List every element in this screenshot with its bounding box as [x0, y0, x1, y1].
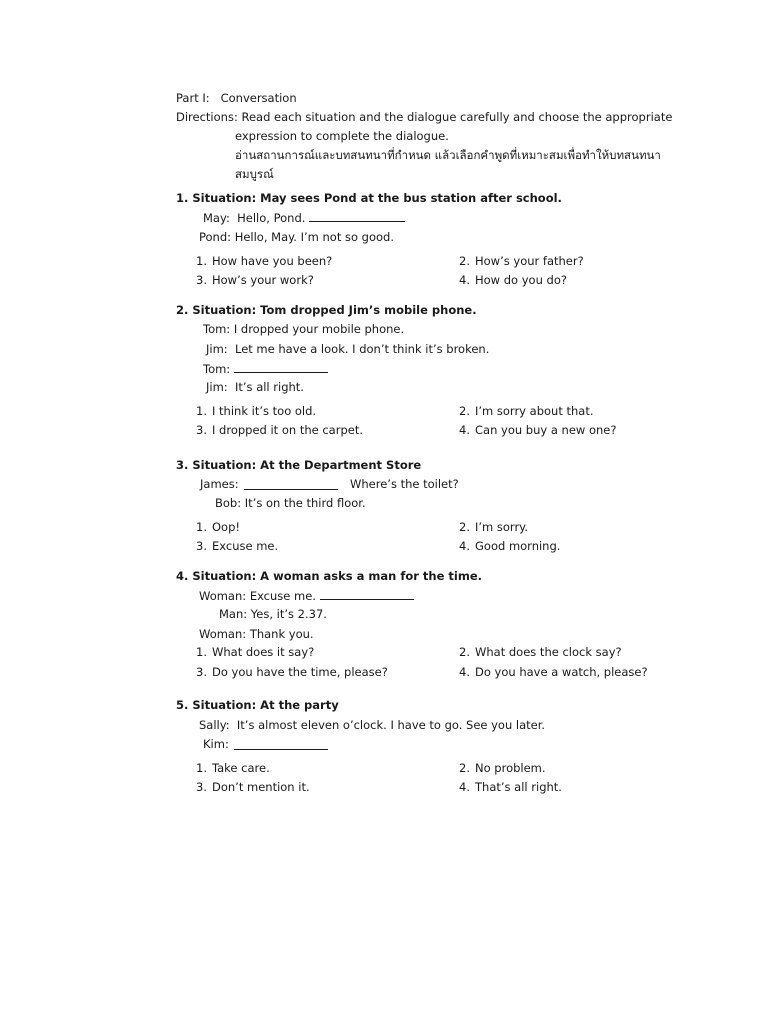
dialogue-text: Where’s the toilet?: [350, 477, 459, 491]
dialogue-line: [203, 210, 405, 225]
option-3[interactable]: 3. How’s your work?: [196, 273, 314, 287]
option-text: Don’t mention it.: [212, 780, 310, 794]
part-name: Conversation: [220, 91, 297, 105]
dialogue-line: [203, 737, 229, 751]
option-2[interactable]: 2. I’m sorry.: [459, 520, 529, 534]
option-1[interactable]: 1. How have you been?: [196, 254, 333, 268]
dialogue-line: [219, 607, 327, 621]
dialogue-text: I dropped your mobile phone.: [233, 322, 405, 336]
option-text: How’s your work?: [212, 273, 314, 287]
dialogue-text: It’s on the third floor.: [244, 496, 366, 510]
option-text: Do you have a watch, please?: [475, 665, 648, 679]
dialogue-text: Let me have a look. I don’t think it’s broken.: [234, 342, 490, 356]
answer-blank[interactable]: [234, 361, 328, 373]
option-text: I’m sorry.: [475, 520, 529, 534]
option-text: I dropped it on the carpet.: [212, 423, 363, 437]
directions-line-1: [176, 110, 672, 124]
option-4[interactable]: 4. Do you have a watch, please?: [459, 665, 648, 679]
option-3[interactable]: 3. Do you have the time, please?: [196, 665, 388, 679]
dialogue-line: [200, 477, 239, 491]
question-3-title: 3. Situation: At the Department Store: [176, 458, 422, 472]
option-3[interactable]: 3. Don’t mention it.: [196, 780, 310, 794]
option-3[interactable]: 3. Excuse me.: [196, 539, 279, 553]
speaker: Jim:: [206, 342, 228, 356]
part-heading: [176, 91, 297, 105]
option-text: What does it say?: [212, 645, 315, 659]
option-text: Can you buy a new one?: [475, 423, 617, 437]
speaker: Sally:: [199, 718, 230, 732]
answer-blank[interactable]: [244, 477, 338, 490]
option-2[interactable]: 2. No problem.: [459, 761, 546, 775]
option-3[interactable]: 3. I dropped it on the carpet.: [196, 423, 363, 437]
option-text: Do you have the time, please?: [212, 665, 388, 679]
option-1[interactable]: 1. I think it’s too old.: [196, 404, 317, 418]
option-text: How’s your father?: [475, 254, 584, 268]
dialogue-line: [206, 342, 489, 356]
question-1-title: 1. Situation: May sees Pond at the bus station after school.: [176, 191, 562, 205]
option-text: I’m sorry about that.: [475, 404, 594, 418]
dialogue-line: [199, 588, 414, 603]
speaker: Tom:: [203, 322, 231, 336]
directions-thai-1: อ่านสถานการณ์และบทสนทนาที่กำหนด แล้วเลือกคำพูดที่เหมาะสมเพื่อทำให้บทสนทนา: [235, 148, 661, 162]
speaker: Bob:: [215, 496, 242, 510]
dialogue-text: Hello, May. I’m not so good.: [234, 230, 394, 244]
dialogue-line: [203, 322, 404, 336]
directions-label: Directions:: [176, 110, 238, 124]
dialogue-text: Hello, Pond.: [237, 211, 306, 225]
speaker: Woman:: [199, 589, 247, 603]
speaker: Pond:: [199, 230, 232, 244]
dialogue-line: [199, 230, 394, 244]
option-text: How have you been?: [212, 254, 333, 268]
dialogue-line: [203, 361, 328, 376]
speaker: Kim:: [203, 737, 229, 751]
speaker: Woman:: [199, 627, 247, 641]
option-text: Oop!: [212, 520, 240, 534]
option-1[interactable]: 1. What does it say?: [196, 645, 315, 659]
question-2-title: 2. Situation: Tom dropped Jim’s mobile phone.: [176, 303, 477, 317]
dialogue-text: Excuse me.: [249, 589, 316, 603]
dialogue-text: Thank you.: [249, 627, 314, 641]
answer-blank[interactable]: [234, 737, 328, 750]
speaker: May:: [203, 211, 230, 225]
directions-thai-2: สมบูรณ์: [235, 167, 274, 181]
option-2[interactable]: 2. How’s your father?: [459, 254, 584, 268]
directions-text: Read each situation and the dialogue carefully and choose the appropriate: [241, 110, 673, 124]
dialogue-text: It’s all right.: [234, 380, 304, 394]
option-text: Excuse me.: [212, 539, 279, 553]
option-1[interactable]: 1. Take care.: [196, 761, 270, 775]
part-label: Part I:: [176, 91, 210, 105]
option-4[interactable]: 4. Can you buy a new one?: [459, 423, 617, 437]
option-2[interactable]: 2. I’m sorry about that.: [459, 404, 594, 418]
option-2[interactable]: 2. What does the clock say?: [459, 645, 622, 659]
dialogue-text: It’s almost eleven o’clock. I have to go. See you later.: [236, 718, 546, 732]
speaker: Tom:: [203, 362, 231, 376]
speaker: James:: [200, 477, 239, 491]
option-text: Take care.: [212, 761, 270, 775]
option-text: That’s all right.: [475, 780, 562, 794]
answer-blank[interactable]: [320, 588, 414, 600]
option-text: What does the clock say?: [475, 645, 622, 659]
option-text: Good morning.: [475, 539, 561, 553]
directions-line-2: expression to complete the dialogue.: [235, 129, 449, 143]
option-1[interactable]: 1. Oop!: [196, 520, 240, 534]
dialogue-line: [199, 627, 314, 641]
speaker: Jim:: [206, 380, 228, 394]
dialogue-line: [215, 496, 366, 510]
option-text: No problem.: [475, 761, 546, 775]
dialogue-line: [206, 380, 304, 394]
option-4[interactable]: 4. How do you do?: [459, 273, 567, 287]
option-4[interactable]: 4. Good morning.: [459, 539, 561, 553]
dialogue-text: Yes, it’s 2.37.: [250, 607, 327, 621]
dialogue-line: [199, 718, 545, 732]
speaker: Man:: [219, 607, 248, 621]
option-4[interactable]: 4. That’s all right.: [459, 780, 562, 794]
option-text: I think it’s too old.: [212, 404, 317, 418]
question-4-title: 4. Situation: A woman asks a man for the time.: [176, 569, 482, 583]
question-5-title: 5. Situation: At the party: [176, 698, 339, 712]
answer-blank[interactable]: [309, 210, 405, 222]
option-text: How do you do?: [475, 273, 567, 287]
